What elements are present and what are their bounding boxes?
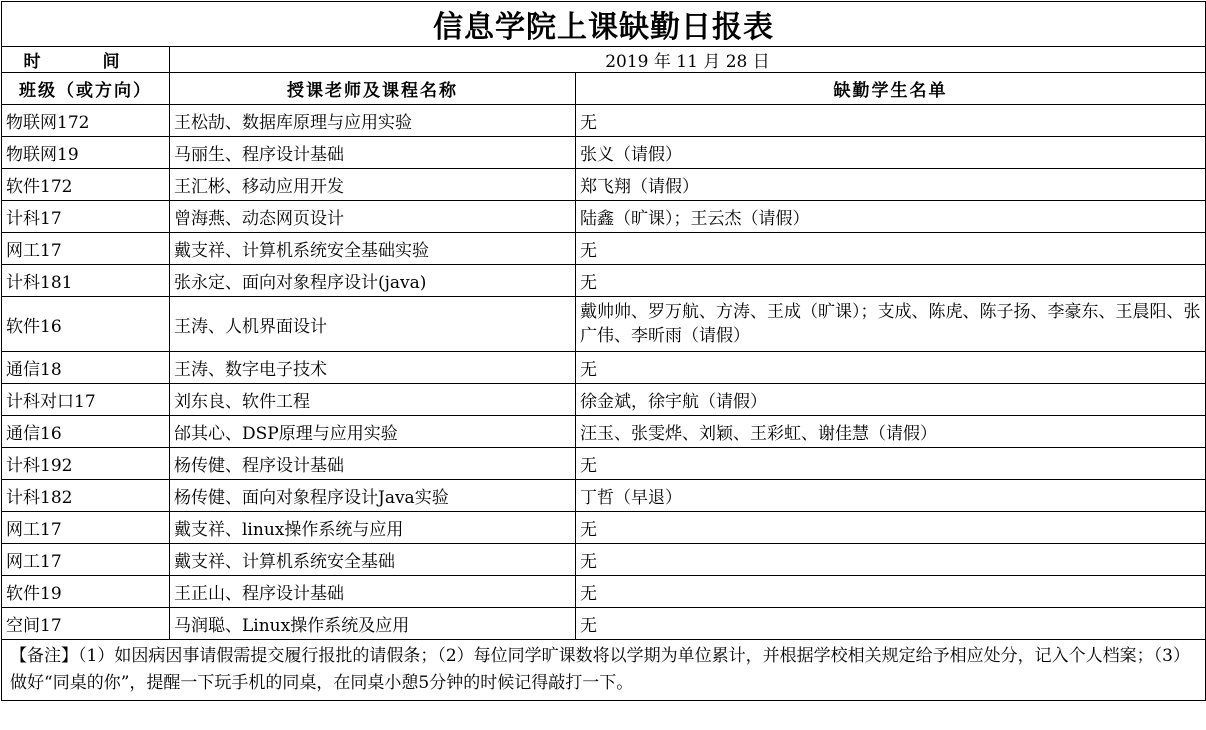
title-row (2, 2, 1206, 47)
cell-course: 邰其心、DSP原理与应用实验 (170, 416, 576, 448)
cell-class: 网工17 (2, 544, 170, 576)
cell-course: 王正山、程序设计基础 (170, 576, 576, 608)
cell-class: 网工17 (2, 233, 170, 265)
cell-course: 戴支祥、linux操作系统与应用 (170, 512, 576, 544)
cell-class: 计科17 (2, 201, 170, 233)
cell-class: 网工17 (2, 512, 170, 544)
time-label: 时 间 (2, 47, 170, 73)
remarks-note: 【备注】（1）如因病因事请假需提交履行报批的请假条；（2）每位同学旷课数将以学期为单位累计，并根据学校相关规定给予相应处分，记入个人档案；（3）做好“同桌的你”，提醒一下玩手机的同桌，在同桌小憩5分钟的时候记得敲打一下。 (2, 640, 1206, 701)
cell-absent: 张义（请假） (576, 137, 1206, 169)
header-teacher-course: 授课老师及课程名称 (170, 73, 576, 105)
table-row (2, 608, 1206, 640)
table-row (2, 480, 1206, 512)
cell-course: 张永定、面向对象程序设计(java) (170, 265, 576, 297)
cell-class: 物联网172 (2, 105, 170, 137)
table-row (2, 137, 1206, 169)
cell-absent: 郑飞翔（请假） (576, 169, 1206, 201)
table-row (2, 169, 1206, 201)
cell-absent: 无 (576, 352, 1206, 384)
cell-absent: 丁哲（早退） (576, 480, 1206, 512)
cell-course: 王涛、人机界面设计 (170, 297, 576, 352)
cell-absent: 无 (576, 233, 1206, 265)
date-row (2, 47, 1206, 73)
cell-absent: 无 (576, 608, 1206, 640)
header-absent: 缺勤学生名单 (576, 73, 1206, 105)
cell-absent: 陆鑫（旷课）；王云杰（请假） (576, 201, 1206, 233)
cell-course: 马丽生、程序设计基础 (170, 137, 576, 169)
table-row (2, 297, 1206, 352)
cell-absent: 汪玉、张雯烨、刘颖、王彩虹、谢佳慧（请假） (576, 416, 1206, 448)
report-date: 2019 年 11 月 28 日 (170, 47, 1206, 73)
cell-course: 曾海燕、动态网页设计 (170, 201, 576, 233)
cell-class: 计科对口17 (2, 384, 170, 416)
cell-absent: 无 (576, 448, 1206, 480)
cell-class: 软件19 (2, 576, 170, 608)
table-row (2, 201, 1206, 233)
cell-class: 计科182 (2, 480, 170, 512)
cell-absent: 无 (576, 105, 1206, 137)
cell-class: 空间17 (2, 608, 170, 640)
cell-absent: 无 (576, 544, 1206, 576)
cell-course: 刘东良、软件工程 (170, 384, 576, 416)
cell-course: 王松劼、数据库原理与应用实验 (170, 105, 576, 137)
cell-class: 通信16 (2, 416, 170, 448)
cell-course: 戴支祥、计算机系统安全基础 (170, 544, 576, 576)
header-row (2, 73, 1206, 105)
table-row (2, 576, 1206, 608)
cell-course: 戴支祥、计算机系统安全基础实验 (170, 233, 576, 265)
cell-class: 软件172 (2, 169, 170, 201)
table-row (2, 512, 1206, 544)
table-row (2, 384, 1206, 416)
cell-course: 杨传健、程序设计基础 (170, 448, 576, 480)
report-title: 信息学院上课缺勤日报表 (2, 2, 1206, 47)
table-row (2, 448, 1206, 480)
absence-report-table (1, 1, 1206, 701)
table-row (2, 105, 1206, 137)
table-row (2, 233, 1206, 265)
cell-class: 计科192 (2, 448, 170, 480)
cell-course: 王涛、数字电子技术 (170, 352, 576, 384)
cell-class: 通信18 (2, 352, 170, 384)
table-row (2, 416, 1206, 448)
table-row (2, 265, 1206, 297)
table-row (2, 352, 1206, 384)
header-class: 班级（或方向） (2, 73, 170, 105)
cell-absent: 无 (576, 512, 1206, 544)
cell-course: 马润聪、Linux操作系统及应用 (170, 608, 576, 640)
cell-class: 软件16 (2, 297, 170, 352)
cell-absent: 无 (576, 265, 1206, 297)
cell-class: 计科181 (2, 265, 170, 297)
note-row (2, 640, 1206, 701)
cell-absent: 徐金斌，徐宇航（请假） (576, 384, 1206, 416)
cell-absent: 戴帅帅、罗万航、方涛、王成（旷课）；支成、陈虎、陈子扬、李豪东、王晨阳、张广伟、李昕雨（请假） (576, 297, 1206, 352)
table-row (2, 544, 1206, 576)
cell-absent: 无 (576, 576, 1206, 608)
cell-class: 物联网19 (2, 137, 170, 169)
cell-course: 杨传健、面向对象程序设计Java实验 (170, 480, 576, 512)
cell-course: 王汇彬、移动应用开发 (170, 169, 576, 201)
